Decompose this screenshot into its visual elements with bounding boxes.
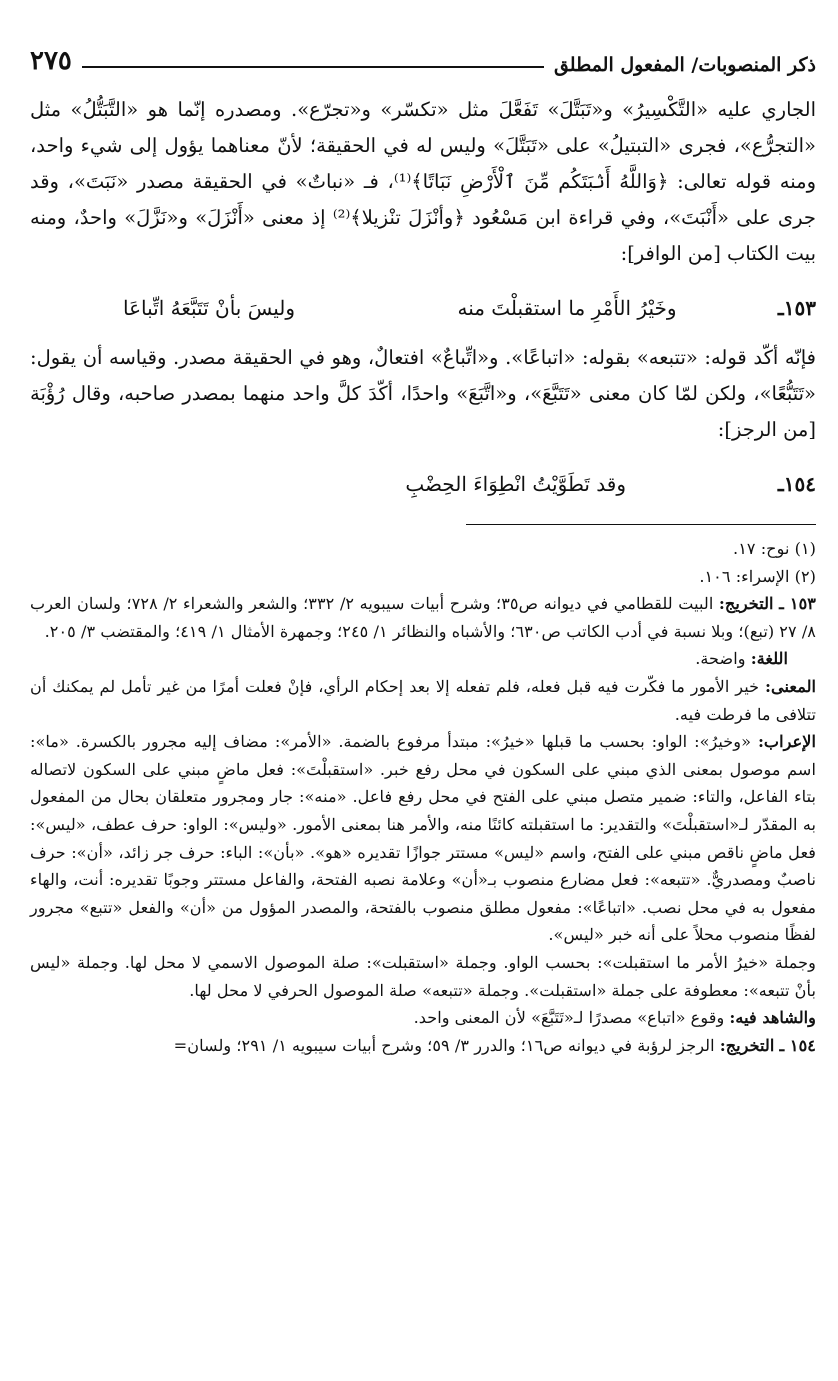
footnote-entry-153-irab [30, 728, 816, 949]
paragraph: فإنّه أكّد قوله: «تتبعه» بقوله: «اتباعًا». و«اتِّباعٌ» افتعالٌ، وهو في الحقيقة مصدر. وقياسه أن يقول: «تَتَبُّعًا»، ولكن لمّا كان معنى «تَتَبَّعَ»، و«اتَّبَعَ» واحدًا، أكّدَ كلَّ واحد منهما بمصدر صاحبه، وقال رُؤْبَة [من الرجز]: [30, 346, 816, 441]
takhrij-label: التخريج: [718, 594, 774, 614]
entry-number: ١٥٣ ـ [779, 594, 816, 614]
shahid-label: والشاهد فيه: [729, 1008, 816, 1028]
takhrij-text: الرجز لرؤبة في ديوانه ص١٦؛ والدرر ٣/ ٥٩؛ وشرح أبيات سيبويه ١/ ٢٩١؛ ولسان= [173, 1035, 715, 1055]
chapter-title: ذكر المنصوبات/ المفعول المطلق [553, 54, 816, 76]
verse-number: ١٥٤ـ [777, 472, 816, 496]
irab-text: «وخيرُ»: الواو: بحسب ما قبلها «خيرُ»: مبتدأ مرفوع بالضمة. «الأمر»: مضاف إليه مجرور بالكسرة. «ما»: اسم موصول بمعنى الذي مبني على السكون في محل رفع خبر. «استقبلْتَ»: فعل ماضٍ مبني على السكون لاتصاله بتاء الفاعل، والتاء: ضمير متصل مبني على الفتح في محل رفع فاعل. «منه»: جار ومجرور متعلقان بحال من المفعول به المقدّر لـ«استقبلْتَ» والتقدير: ما استقبلته كائنًا منه، والأمر هنا بمعنى الأمور. «وليس»: الواو: حرف عطف، «ليس»: فعل ماضٍ ناقص مبني على الفتح، واسم «ليس» مستتر جوازًا تقديره «هو». «بأن»: الباء: حرف جر زائد، «أن»: حرف ناصبٌ ومصدريٌّ. «تتبعه»: فعل مضارع منصوب بـ«أن» وعلامة نصبه الفتحة، والفاعل مستتر وجوبًا تقديره: أنت، والهاء مفعول به في محل نصب. «اتباعًا»: مفعول مطلق منصوب بالفتحة، والمصدر المؤول من «أن» والفعل «تتبع» مجرور لفظًا منصوب محلاً على أنه خبر «ليس». [30, 732, 816, 945]
verse-154 [30, 462, 816, 506]
main-text [30, 92, 816, 506]
takhrij-label: التخريج: [719, 1035, 775, 1055]
maana-label: المعنى: [765, 676, 816, 696]
footnote-2: (٢) الإسراء: ١٠٦. [699, 566, 816, 586]
footnote-entry-153-maana [30, 673, 816, 728]
shahid-text: وقوع «اتباع» مصدرًا لـ«تَتَبَّعَ» لأن المعنى واحد. [413, 1008, 725, 1028]
footnote-entry-153-shahid [30, 1004, 816, 1032]
verse-text: وقد تَطَوَّيْتُ انْطِوَاءَ الحِضْبِ [405, 472, 626, 496]
footnote-separator [466, 524, 816, 525]
footnote-entry-153-lugha [30, 645, 816, 673]
lugha-label: اللغة: [750, 649, 788, 669]
lugha-text: واضحة. [695, 649, 746, 669]
document-page [30, 36, 816, 1381]
irab-label: الإعراب: [757, 732, 816, 752]
page-number: ٢٧٥ [30, 46, 72, 76]
footnote-entry-153-takhrij [30, 590, 816, 645]
verse-153 [30, 286, 816, 330]
footnotes [30, 535, 816, 1059]
footnote-1: (١) نوح: ١٧. [733, 539, 816, 558]
maana-text: خير الأمور ما فكّرت فيه قبل فعله، فلم تفعله إلا بعد إحكام الرأي، فإنْ فعلت أمرًا من غير تأمل لم يمكنك أن تتلافى ما فرطت فيه. [30, 676, 816, 724]
running-header [30, 36, 816, 76]
takhrij-text: البيت للقطامي في ديوانه ص٣٥؛ وشرح أبيات سيبويه ٢/ ٣٣٢؛ والشعر والشعراء ٢/ ٧٢٨؛ ولسان العرب ٨/ ٢٧ (تبع)؛ وبلا نسبة في أدب الكاتب ص٦٣٠؛ والأشباه والنظائر ١/ ٢٤٥؛ وجمهرة الأمثال ١/ ٤١٩؛ والمقتضب ٣/ ٢٠٥. [30, 594, 816, 641]
paragraph: الجاري عليه «التَّكْسِيرُ» و«تَبَتَّلَ» تَفَعَّلَ مثل «تكسّر» و«تجرّع». ومصدره إنّما هو «التَّبَتُّلُ» مثل «التجرُّع»، فجرى «التبتيلُ» على «تَبَتَّلَ» وليس له في الحقيقة؛ لأنّ معناهما يؤول إلى شيء واحد، ومنه قوله تعالى: ﴿وَاللَّهُ أَنۢبَتَكُم مِّنَ ٱلْأَرْضِ نَبَاتًا﴾⁽¹⁾، فـ «نباتٌ» في الحقيقة مصدر «نَبَتَ»، وقد جرى على «أَنْبَتَ»، وفي قراءة ابن مَسْعُود ﴿وأنْزَلَ تنْزيلا﴾⁽²⁾ إذ معنى «أَنْزَلَ» و«نَزَّلَ» واحدٌ، ومنه بيت الكتاب [من الوافر]: [30, 98, 816, 265]
verse-number: ١٥٣ـ [777, 296, 816, 320]
entry-number: ١٥٤ ـ [779, 1035, 816, 1055]
verse-second-hemistich: وليسَ بأنْ تَتَبَّعَهُ اتِّباعَا [123, 296, 295, 320]
footnote-entry-153-jumal: وجملة «خيرُ الأمر ما استقبلت»: بحسب الواو. وجملة «استقبلت»: صلة الموصول الاسمي لا محل لها. وجملة «ليس بأنْ تتبعه»: معطوفة على جملة «استقبلت». وجملة «تتبعه» صلة الموصول الحرفي لا محل لها. [30, 952, 816, 1000]
header-rule [82, 66, 544, 68]
footnote-entry-154-takhrij [30, 1032, 816, 1060]
verse-first-hemistich: وخَيْرُ الأَمْرِ ما استقبلْتَ منه [457, 296, 677, 320]
